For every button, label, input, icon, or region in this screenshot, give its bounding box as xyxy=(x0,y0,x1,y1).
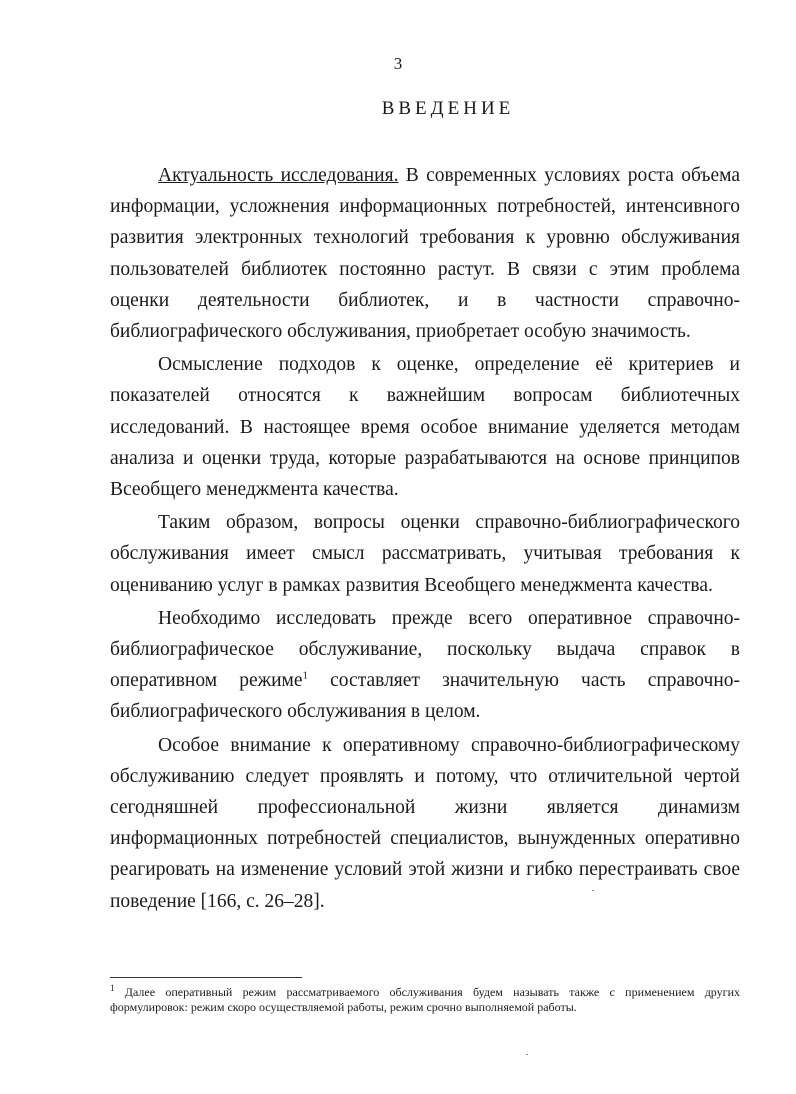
paragraph: Особое внимание к оперативному справочно-библиографическому обслуживанию следует проявлять и потому, что отличительной чертой сегодняшней профессиональной жизни является динамизм информационных потребностей специалистов, вынужденных оперативно реагировать на изменение условий этой жизни и гибко перестраивать свое поведение [166, с. 26–28]. xyxy=(110,734,740,912)
paragraph-text: В современных условиях роста объема информации, усложнения информационных потребностей, интенсивного развития электронных технологий требования к уровню обслуживания пользователей библиотек постоянно растут. В связи с этим проблема оценки деятельности библиотек, и в частности справочно-библиографического обслуживания, приобретает особую значимость. xyxy=(110,165,740,343)
footnote xyxy=(110,985,740,1015)
page-number: 3 xyxy=(393,54,403,73)
body-text xyxy=(110,160,740,917)
paragraph-text: составляет значительную часть справочно-библиографического обслуживания в целом. xyxy=(110,670,740,723)
footnote-divider xyxy=(110,977,302,978)
footnote-mark: 1 xyxy=(110,983,115,993)
paragraph-lead: Актуальность исследования. xyxy=(158,165,399,186)
scan-speck xyxy=(526,1054,528,1055)
paragraph xyxy=(110,160,740,347)
scan-speck xyxy=(592,890,594,891)
paragraph: Таким образом, вопросы оценки справочно-библиографического обслуживания имеет смысл рассматривать, учитывая требования к оцениванию услуг в рамках развития Всеобщего менеджмента качества. xyxy=(110,512,740,596)
paragraph: Осмысление подходов к оценке, определение её критериев и показателей относятся к важнейшим вопросам библиотечных исследований. В настоящее время особое внимание уделяется методам анализа и оценки труда, которые разрабатываются на основе принципов Всеобщего менеджмента качества. xyxy=(110,354,740,501)
paragraph-text: Необходимо исследовать прежде всего оперативное справочно-библиографическое обслуживание, поскольку выдача справок в оперативном режиме xyxy=(110,607,740,692)
page-title: ВВЕДЕНИЕ xyxy=(381,98,515,119)
paragraph xyxy=(110,603,740,728)
footnote-text: Далее оперативный режим рассматриваемого обслуживания будем называть также с применением других формулировок: режим скоро осуществляемой работы, режим срочно выполняемой работы. xyxy=(110,985,740,1014)
footnote-reference[interactable]: 1 xyxy=(302,669,309,682)
